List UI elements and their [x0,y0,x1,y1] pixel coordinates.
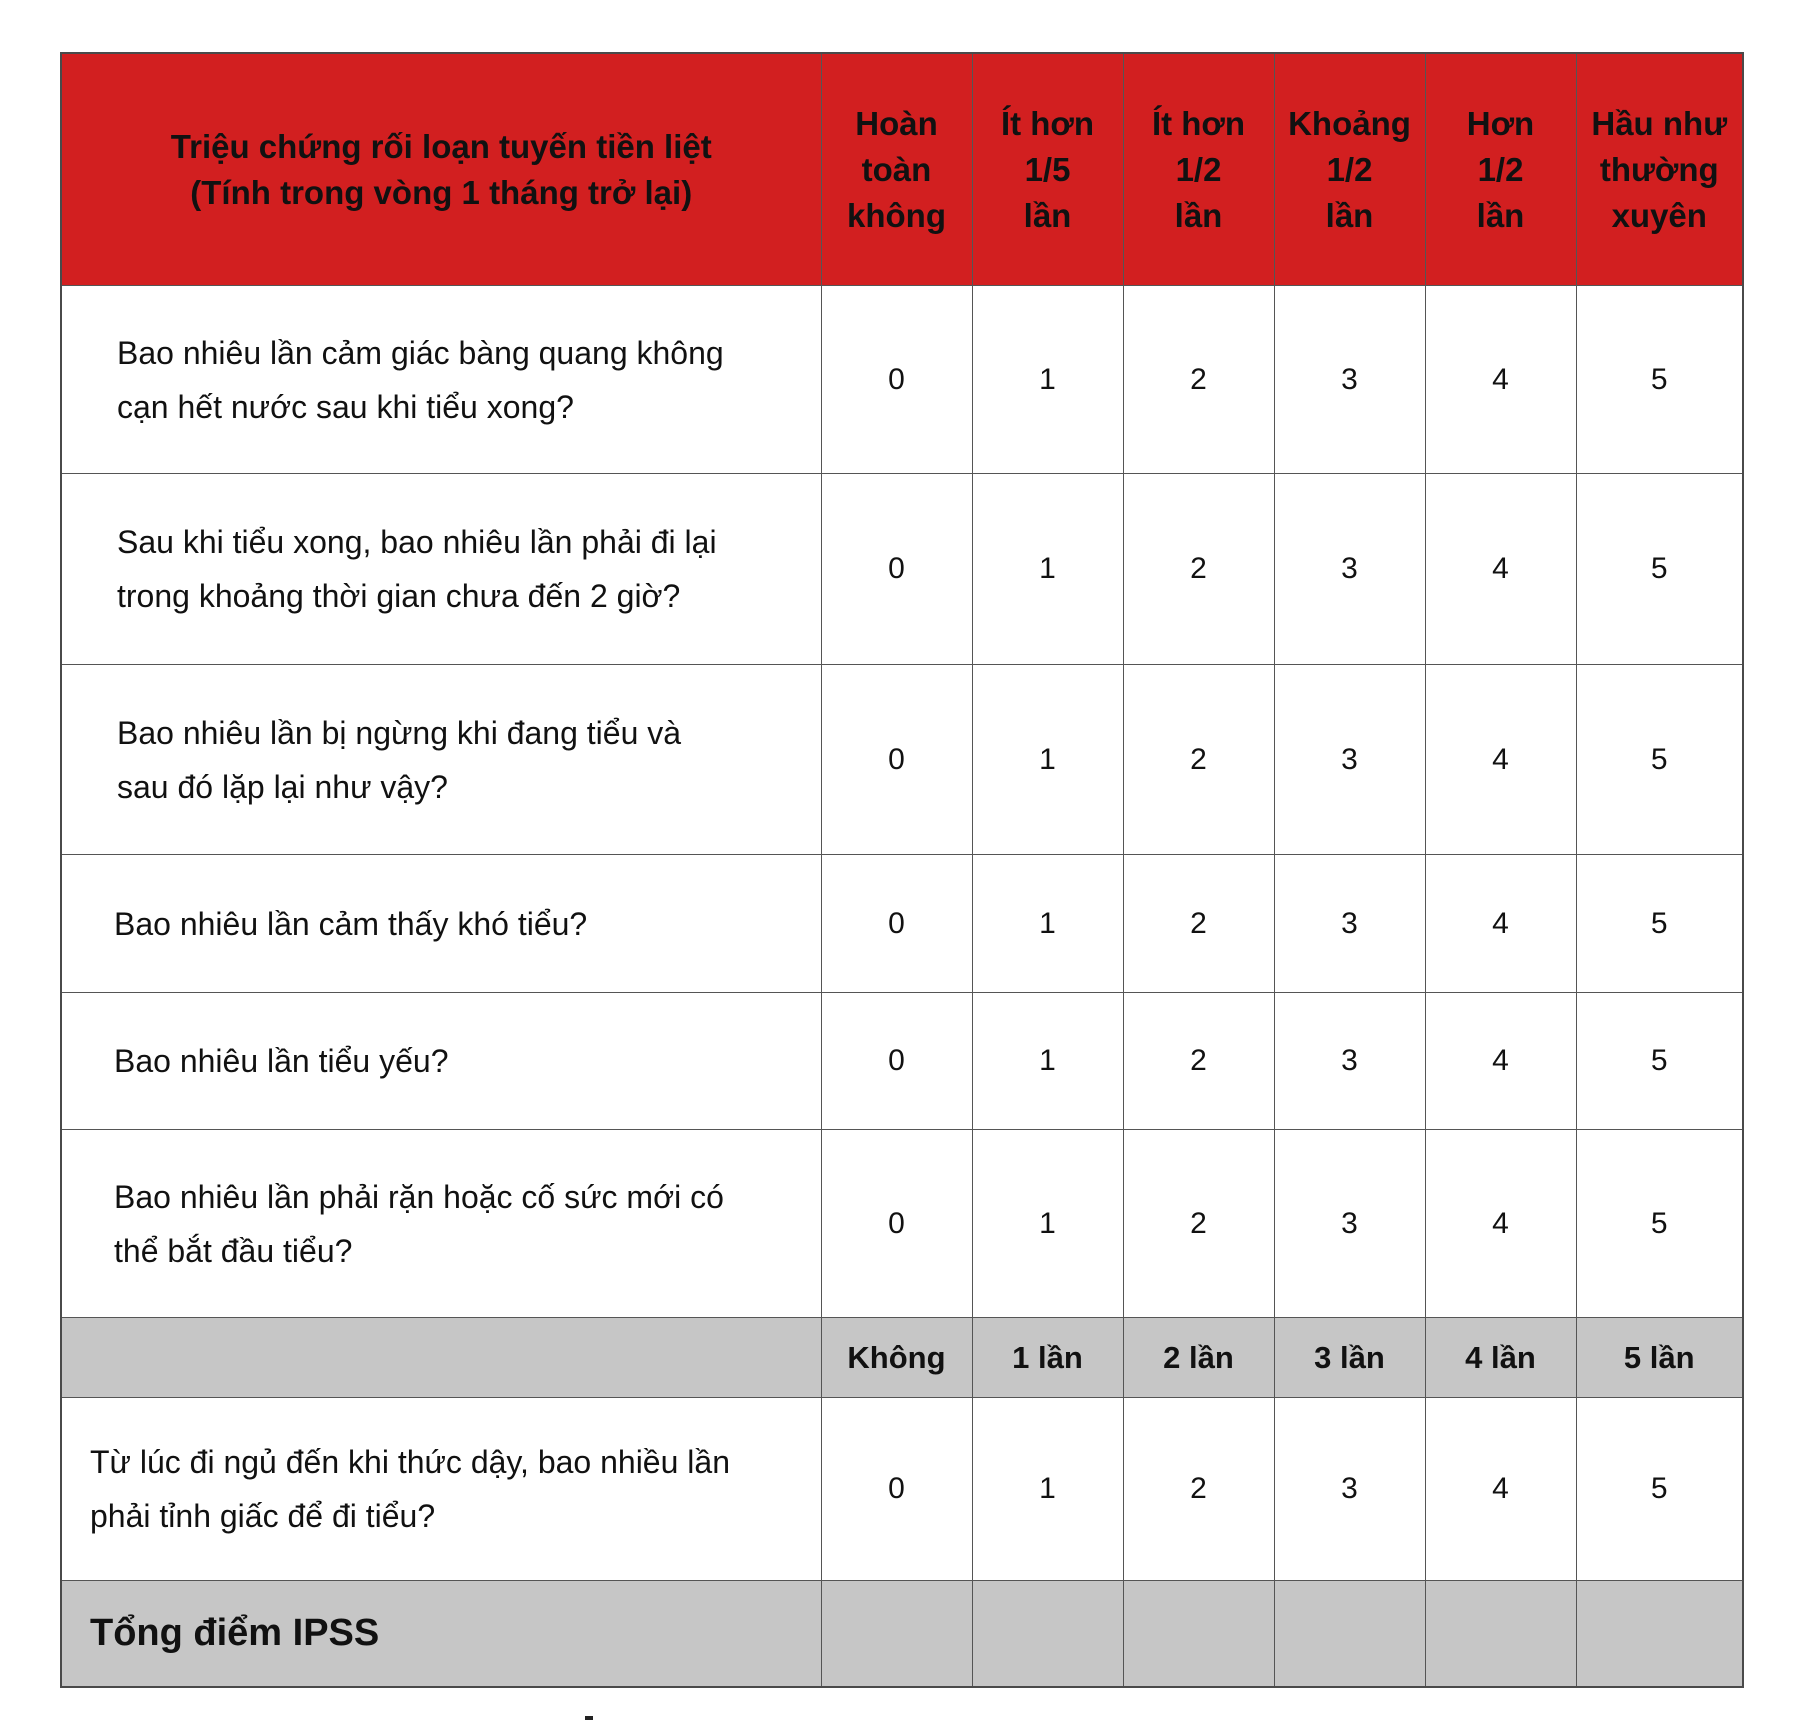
option-header-text: lần [1476,196,1525,234]
question-row-straining [61,1130,1743,1318]
nocturia-header-cell: 3 lần [1274,1318,1425,1398]
score-option-3[interactable]: 3 [1274,1398,1425,1581]
score-option-0[interactable]: 0 [821,993,972,1130]
question-text [61,1398,821,1581]
question-line: cạn hết nước sau khi tiểu xong? [117,388,574,425]
score-option-1[interactable]: 1 [972,665,1123,855]
total-score-cell [1576,1581,1743,1688]
nocturia-header-cell: 4 lần [1425,1318,1576,1398]
score-option-5[interactable]: 5 [1576,474,1743,665]
score-option-5[interactable]: 5 [1576,665,1743,855]
question-text [61,993,821,1130]
question-line: trong khoảng thời gian chưa đến 2 giờ? [117,578,681,614]
question-text [61,1130,821,1318]
score-option-1[interactable]: 1 [972,474,1123,665]
question-text [61,665,821,855]
option-header-text: lần [1023,196,1072,234]
option-header-almost-always [1576,53,1743,286]
score-option-0[interactable]: 0 [821,1130,972,1318]
question-text [61,855,821,993]
option-header-text: 1/2 [1326,150,1373,188]
question-row-frequency [61,474,1743,665]
total-score-cell [1425,1581,1576,1688]
score-option-2[interactable]: 2 [1123,1398,1274,1581]
option-header-less-than-half [1123,53,1274,286]
option-header-text: không [847,196,946,234]
option-header-text: Ít hơn [1151,104,1246,142]
nocturia-header-cell: 5 lần [1576,1318,1743,1398]
score-option-2[interactable]: 2 [1123,286,1274,474]
question-line: sau đó lặp lại như vậy? [117,768,448,805]
score-option-2[interactable]: 2 [1123,474,1274,665]
ipss-score-table [60,52,1744,1688]
score-option-4[interactable]: 4 [1425,1398,1576,1581]
question-row-nocturia [61,1398,1743,1581]
score-option-5[interactable]: 5 [1576,286,1743,474]
total-score-cell [972,1581,1123,1688]
score-option-1[interactable]: 1 [972,855,1123,993]
score-option-3[interactable]: 3 [1274,665,1425,855]
question-row-urgency [61,855,1743,993]
option-header-text: Hơn [1466,104,1535,142]
question-row-weak-stream [61,993,1743,1130]
score-option-4[interactable]: 4 [1425,1130,1576,1318]
score-option-4[interactable]: 4 [1425,665,1576,855]
score-option-0[interactable]: 0 [821,855,972,993]
option-header-text: Khoảng [1288,104,1411,142]
option-header-text: thường [1599,150,1719,188]
score-option-3[interactable]: 3 [1274,993,1425,1130]
score-option-3[interactable]: 3 [1274,855,1425,993]
total-score-cell [1274,1581,1425,1688]
score-option-0[interactable]: 0 [821,286,972,474]
option-header-text: 1/2 [1175,150,1222,188]
score-option-0[interactable]: 0 [821,1398,972,1581]
total-score-row [61,1581,1743,1688]
score-option-0[interactable]: 0 [821,665,972,855]
question-text [61,286,821,474]
question-line: thể bắt đầu tiểu? [114,1232,353,1269]
question-line: Bao nhiêu lần bị ngừng khi đang tiểu và [117,714,682,751]
score-option-3[interactable]: 3 [1274,474,1425,665]
nocturia-header-cell: 1 lần [972,1318,1123,1398]
option-header-text: 1/5 [1024,150,1071,188]
total-score-label: Tổng điểm IPSS [61,1581,821,1688]
score-option-4[interactable]: 4 [1425,474,1576,665]
score-option-1[interactable]: 1 [972,286,1123,474]
question-row-incomplete-emptying [61,286,1743,474]
question-row-intermittency [61,665,1743,855]
nocturia-header-cell: 2 lần [1123,1318,1274,1398]
score-option-2[interactable]: 2 [1123,665,1274,855]
symptom-column-header [61,53,821,286]
nocturia-header-row [61,1318,1743,1398]
option-header-text: Hoàn [855,104,938,142]
question-line: Sau khi tiểu xong, bao nhiêu lần phải đi lại [117,524,717,560]
score-option-4[interactable]: 4 [1425,993,1576,1130]
header-subtitle-line: (Tính trong vòng 1 tháng trở lại) [190,173,693,211]
score-option-4[interactable]: 4 [1425,286,1576,474]
score-option-3[interactable]: 3 [1274,286,1425,474]
score-option-1[interactable]: 1 [972,993,1123,1130]
total-score-cell [821,1581,972,1688]
option-header-text: xuyên [1611,196,1707,234]
question-text [61,474,821,665]
score-option-0[interactable]: 0 [821,474,972,665]
table-header-row [61,53,1743,286]
option-header-less-than-1-in-5 [972,53,1123,286]
score-option-1[interactable]: 1 [972,1398,1123,1581]
header-title-line: Triệu chứng rối loạn tuyến tiền liệt [170,127,712,165]
total-score-cell [1123,1581,1274,1688]
question-line: Bao nhiêu lần tiểu yếu? [114,1043,449,1079]
score-option-3[interactable]: 3 [1274,1130,1425,1318]
nocturia-header-blank [61,1318,821,1398]
option-header-text: toàn [861,150,932,188]
question-line: Bao nhiêu lần cảm giác bàng quang không [117,334,724,371]
question-line: Từ lúc đi ngủ đến khi thức dậy, bao nhiều lần [90,1444,730,1480]
question-line: Bao nhiêu lần phải rặn hoặc cố sức mới có [114,1178,724,1215]
option-header-more-than-half [1425,53,1576,286]
score-option-2[interactable]: 2 [1123,855,1274,993]
option-header-text: 1/2 [1477,150,1524,188]
question-line: Bao nhiêu lần cảm thấy khó tiểu? [114,905,588,942]
score-option-2[interactable]: 2 [1123,1130,1274,1318]
score-option-5[interactable]: 5 [1576,1398,1743,1581]
score-option-1[interactable]: 1 [972,1130,1123,1318]
option-header-about-half [1274,53,1425,286]
score-option-5[interactable]: 5 [1576,993,1743,1130]
score-option-5[interactable]: 5 [1576,1130,1743,1318]
score-option-2[interactable]: 2 [1123,993,1274,1130]
option-header-text: Ít hơn [1000,104,1095,142]
option-header-never [821,53,972,286]
score-option-5[interactable]: 5 [1576,855,1743,993]
question-line: phải tỉnh giấc để đi tiểu? [90,1498,436,1534]
option-header-text: lần [1174,196,1223,234]
option-header-text: Hầu như [1591,104,1728,142]
option-header-text: lần [1325,196,1374,234]
nocturia-header-cell: Không [821,1318,972,1398]
cropped-text-fragment [585,1716,593,1720]
score-option-4[interactable]: 4 [1425,855,1576,993]
